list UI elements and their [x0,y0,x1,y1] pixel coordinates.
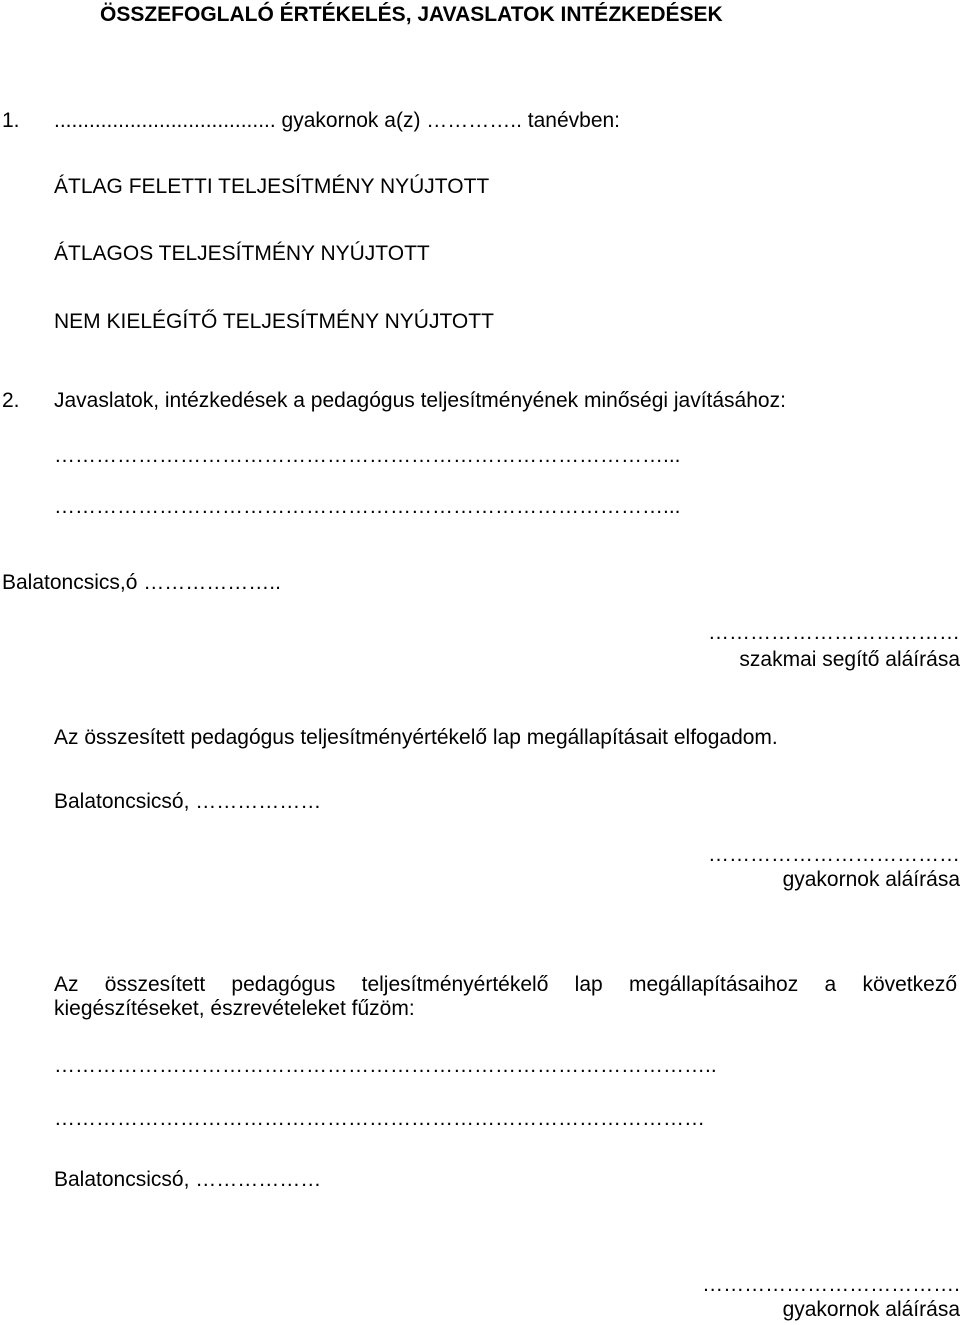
mentor-signature-label: szakmai segítő aláírása [739,648,960,671]
comments-statement: Az összesített pedagógus teljesítményértékelő lap megállapításaihoz a következő kiegészítéseket, észrevételeket fűzöm: [54,973,957,1020]
option-above-average: ÁTLAG FELETTI TELJESÍTMÉNY NYÚJTOTT [54,175,490,198]
mentor-signature-line: ……………………………… [708,621,960,644]
comments-place-date: Balatoncsicsó, ……………… [54,1168,322,1191]
section-2-number: 2. [2,389,20,412]
proposals-fill-line-2: ……………………………………………………………………………... [54,495,681,518]
trainee-signature-line: ……………………………… [708,843,960,866]
page-title: ÖSSZEFOGLALÓ ÉRTÉKELÉS, JAVASLATOK INTÉZKEDÉSEK [100,3,723,26]
comments-fill-line-1: ………………………………………………………………………………….. [54,1054,717,1077]
acceptance-statement: Az összesített pedagógus teljesítményértékelő lap megállapításait elfogadom. [54,726,778,749]
comments-trainee-signature-line: ………………………………. [702,1273,960,1296]
option-average: ÁTLAGOS TELJESÍTMÉNY NYÚJTOTT [54,242,430,265]
proposals-fill-line-1: ……………………………………………………………………………... [54,444,681,467]
section-1-intro-line: ...................................... gyakornok a(z) ………….. tanévben: [54,109,621,132]
section-1-number: 1. [2,109,20,132]
option-unsatisfactory: NEM KIELÉGÍTŐ TELJESÍTMÉNY NYÚJTOTT [54,310,494,333]
trainee-signature-label: gyakornok aláírása [782,868,960,891]
mentor-place-date: Balatoncsics,ó ……………….. [2,571,281,594]
comments-trainee-signature-label: gyakornok aláírása [782,1298,960,1321]
comments-fill-line-2: ………………………………………………………………………………… [54,1107,705,1130]
acceptance-place-date: Balatoncsicsó, ……………… [54,790,322,813]
section-2-heading: Javaslatok, intézkedések a pedagógus teljesítményének minőségi javításához: [54,389,786,412]
